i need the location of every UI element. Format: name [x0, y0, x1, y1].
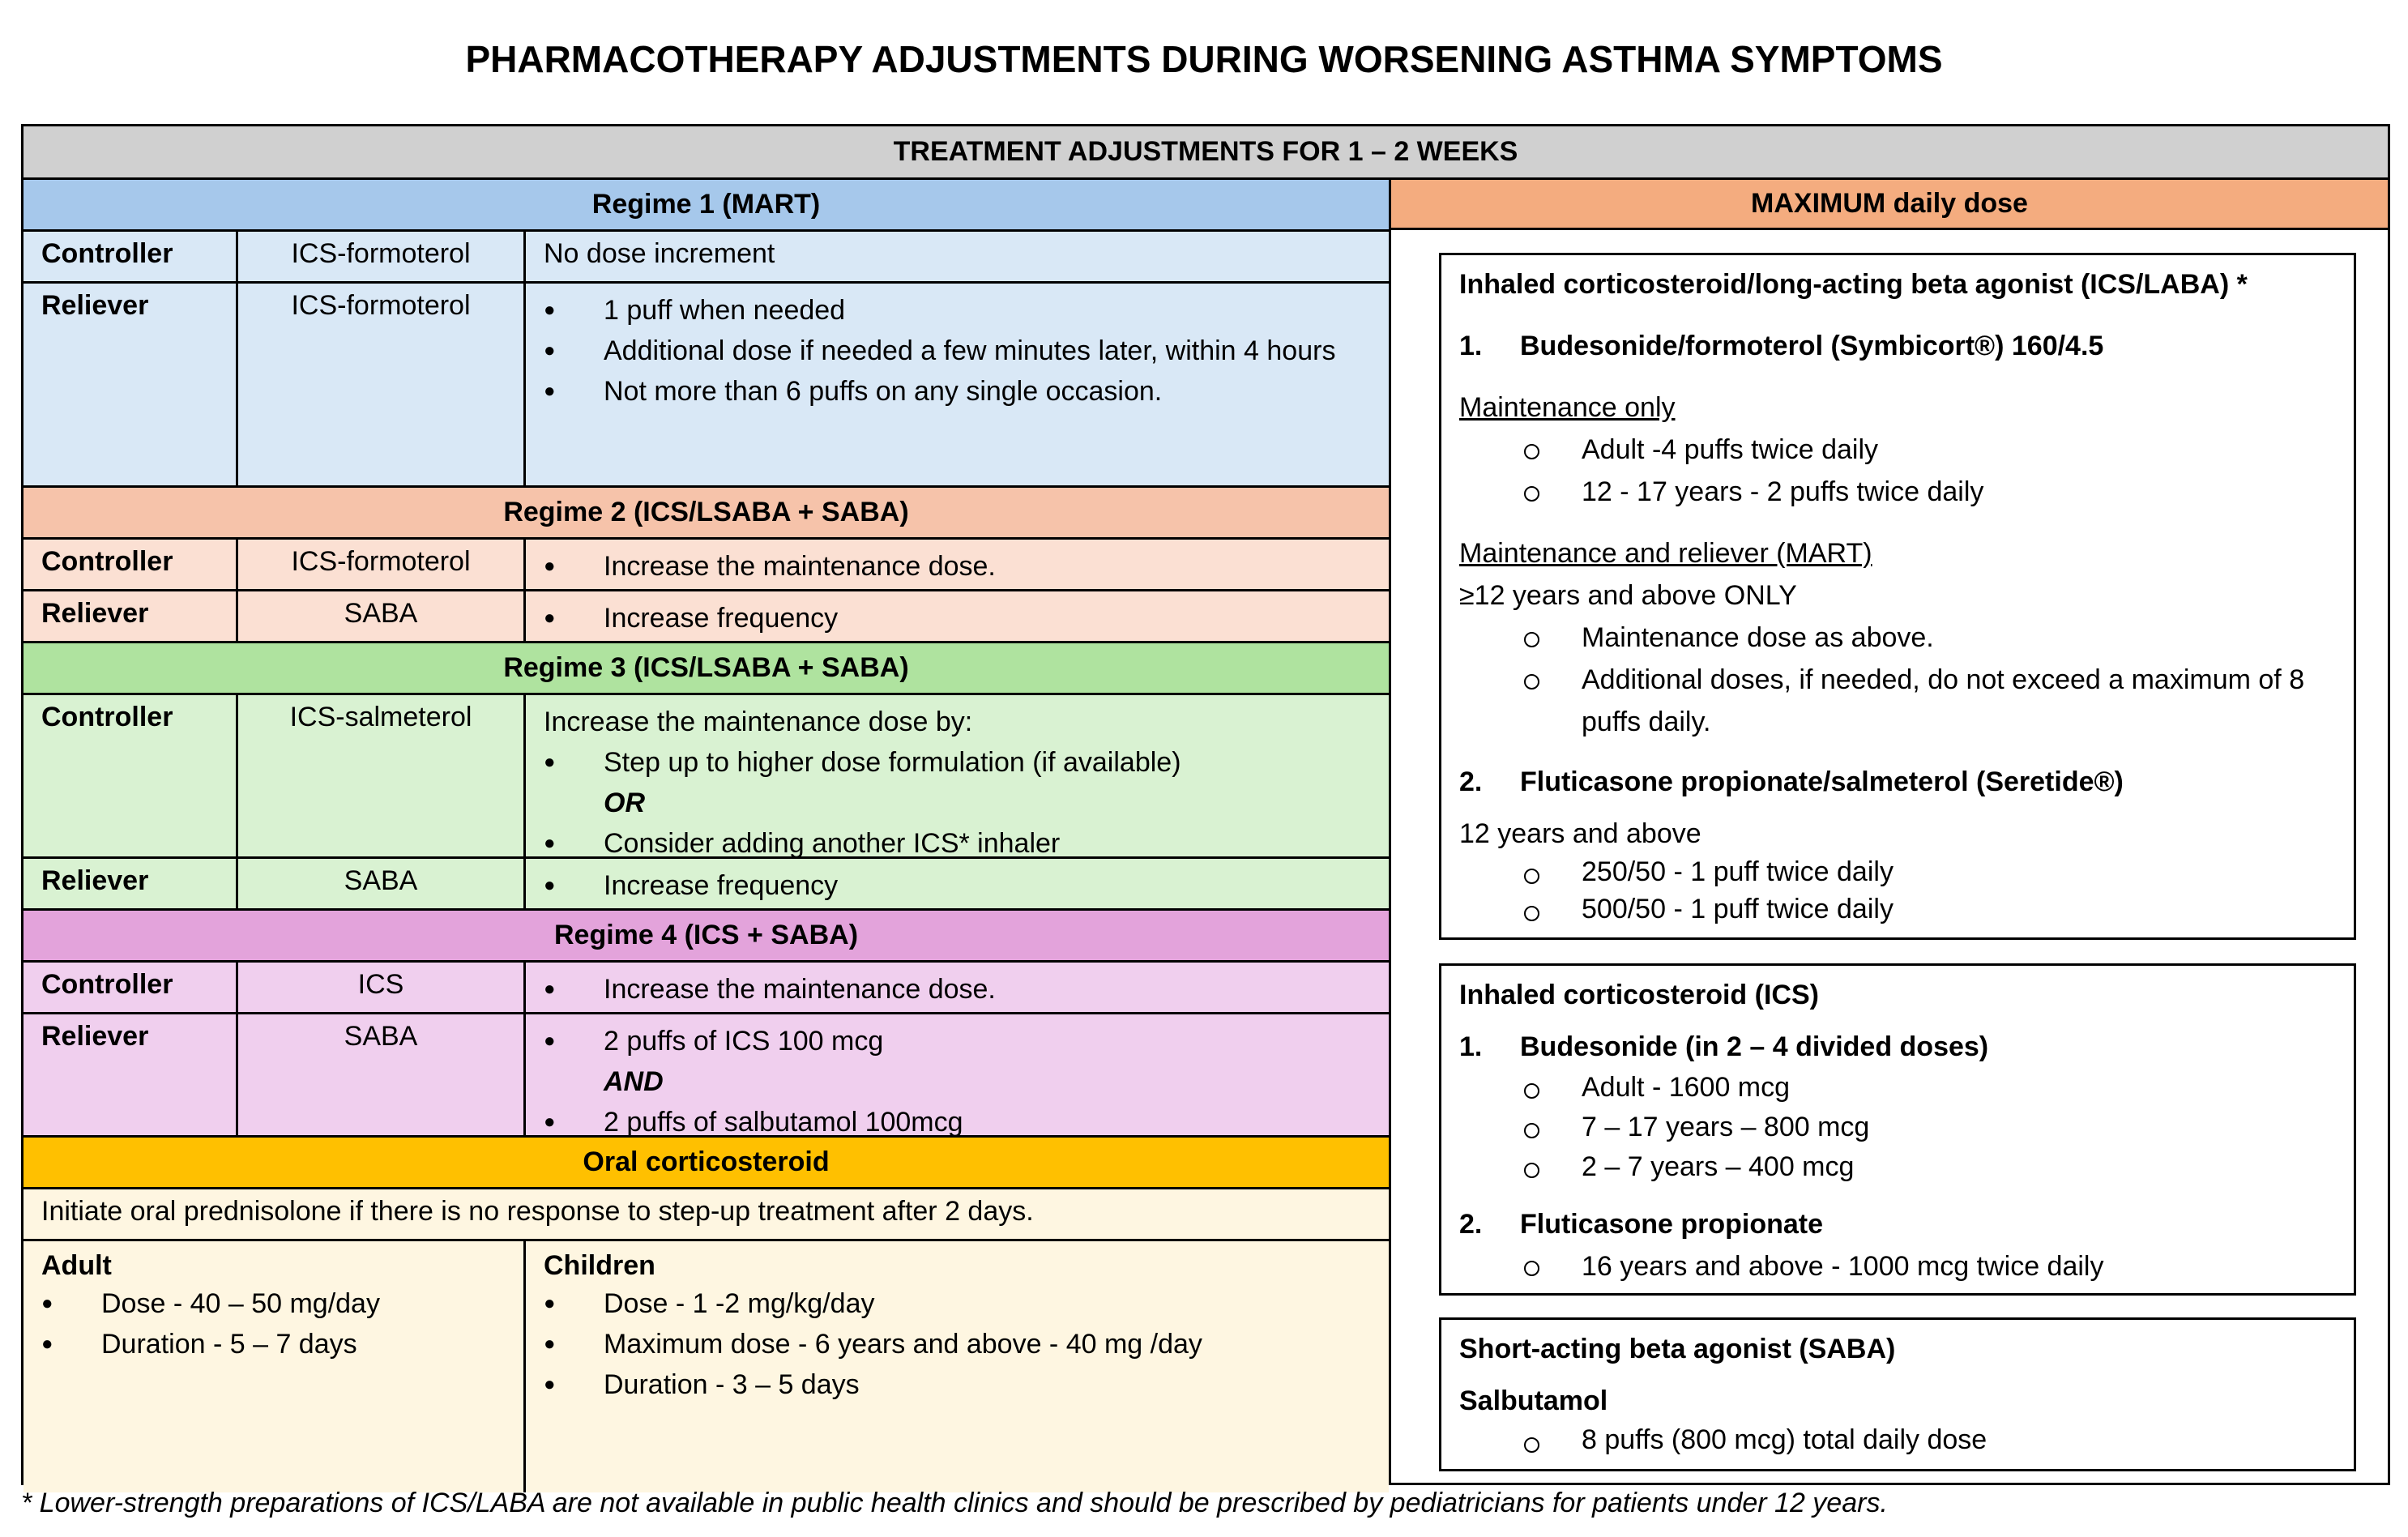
role-label: Reliever — [23, 1014, 238, 1135]
regime4-controller-row — [23, 963, 1389, 1014]
role-label: Controller — [23, 232, 238, 281]
bullet-item: ● Increase the maintenance dose. — [544, 969, 1371, 1010]
drug-item — [1459, 1203, 2336, 1245]
footnote: * Lower-strength preparations of ICS/LABA are not available in public health clinics and should be prescribed by pediatricians for patients under 12 years. — [21, 1488, 1888, 1518]
bullet-item: ● Step up to higher dose formulation (if available) — [544, 742, 1371, 783]
bullet-item: ● Not more than 6 puffs on any single occasion. — [544, 371, 1371, 412]
role-label: Controller — [23, 540, 238, 589]
children-label: Children — [544, 1250, 655, 1281]
box-title: Short-acting beta agonist (SABA) — [1459, 1334, 1896, 1364]
drug-item — [1459, 325, 2336, 367]
dose-item: 2 – 7 years – 400 mcg — [1459, 1147, 2336, 1187]
oral-dosing-row — [23, 1241, 1389, 1492]
box-title: Inhaled corticosteroid (ICS) — [1459, 980, 1819, 1010]
maximum-dose-header: MAXIMUM daily dose — [1391, 180, 2388, 230]
dose-item: 7 – 17 years – 800 mcg — [1459, 1108, 2336, 1147]
regime2-header: Regime 2 (ICS/LSABA + SABA) — [23, 488, 1389, 540]
role-label: Reliever — [23, 591, 238, 641]
item-number: 1. — [1459, 1031, 1483, 1062]
connector-or: OR — [604, 788, 645, 818]
age-note: ≥12 years and above ONLY — [1459, 580, 1797, 611]
bullet-item: ● 2 puffs of ICS 100 mcg — [544, 1021, 1371, 1061]
dose-item: Additional doses, if needed, do not exceed a maximum of 8 puffs daily. — [1459, 659, 2336, 743]
drug-label: ICS-formoterol — [238, 284, 526, 485]
dose-item: Adult -4 puffs twice daily — [1459, 429, 2336, 471]
drug-name: Budesonide (in 2 – 4 divided doses) — [1520, 1031, 1989, 1062]
dose-item: Adult - 1600 mcg — [1459, 1068, 2336, 1108]
oral-note-row — [23, 1189, 1389, 1241]
oral-note: Initiate oral prednisolone if there is no response to step-up treatment after 2 days. — [41, 1196, 1034, 1227]
saba-box — [1439, 1317, 2356, 1471]
dose-item: 500/50 - 1 puff twice daily — [1459, 890, 2336, 928]
bullet-item: ● Duration - 5 – 7 days — [41, 1324, 506, 1364]
regime4-reliever-row — [23, 1014, 1389, 1138]
regime3-controller-row — [23, 695, 1389, 859]
bullet-item: ● Dose - 40 – 50 mg/day — [41, 1283, 506, 1324]
bullet-item: ● Duration - 3 – 5 days — [544, 1364, 1371, 1405]
dose-item: 12 - 17 years - 2 puffs twice daily — [1459, 471, 2336, 513]
item-number: 2. — [1459, 1209, 1483, 1240]
role-label: Controller — [23, 963, 238, 1012]
drug-label: ICS-formoterol — [238, 232, 526, 281]
bullet-item: ● Increase frequency — [544, 865, 1371, 906]
drug-name: Salbutamol — [1459, 1385, 1608, 1416]
bullet-item: ● Additional dose if needed a few minutes later, within 4 hours — [544, 331, 1371, 371]
page-title: PHARMACOTHERAPY ADJUSTMENTS DURING WORSENING ASTHMA SYMPTOMS — [465, 38, 1943, 80]
drug-label: SABA — [238, 1014, 526, 1135]
role-label: Controller — [23, 695, 238, 856]
drug-name: Budesonide/formoterol (Symbicort®) 160/4.5 — [1520, 331, 2104, 361]
instruction-intro: Increase the maintenance dose by: — [544, 707, 973, 737]
regime1-reliever-row — [23, 284, 1389, 488]
regime1-header: Regime 1 (MART) — [23, 180, 1389, 232]
drug-item — [1459, 1026, 2336, 1068]
drug-name: Fluticasone propionate — [1520, 1209, 1824, 1240]
bullet-item: ● Increase frequency — [544, 598, 1371, 638]
bullet-item: ● 2 puffs of salbutamol 100mcg — [544, 1102, 1371, 1142]
regimes-column — [23, 180, 1389, 1483]
maximum-dose-column — [1389, 180, 2388, 1483]
instruction — [526, 284, 1389, 485]
drug-label: ICS-salmeterol — [238, 695, 526, 856]
children-dosing — [526, 1241, 1389, 1492]
bullet-item: ● Dose - 1 -2 mg/kg/day — [544, 1283, 1371, 1324]
dose-item: 8 puffs (800 mcg) total daily dose — [1459, 1422, 2336, 1458]
drug-label: ICS-formoterol — [238, 540, 526, 589]
regime2-reliever-row — [23, 591, 1389, 643]
regime3-header: Regime 3 (ICS/LSABA + SABA) — [23, 643, 1389, 695]
item-number: 1. — [1459, 331, 1483, 361]
drug-label: SABA — [238, 591, 526, 641]
ics-box — [1439, 963, 2356, 1296]
drug-label: SABA — [238, 859, 526, 908]
regime4-header: Regime 4 (ICS + SABA) — [23, 911, 1389, 963]
regime2-controller-row — [23, 540, 1389, 591]
role-label: Reliever — [23, 284, 238, 485]
section-label: Maintenance and reliever (MART) — [1459, 538, 1872, 569]
role-label: Reliever — [23, 859, 238, 908]
bullet-item: ● Increase the maintenance dose. — [544, 546, 1371, 587]
instruction: No dose increment — [544, 238, 775, 269]
bullet-item: ● Maximum dose - 6 years and above - 40 mg /day — [544, 1324, 1371, 1364]
bullet-item: ● 1 puff when needed — [544, 290, 1371, 331]
regime3-reliever-row — [23, 859, 1389, 911]
drug-item — [1459, 761, 2336, 803]
regime1-controller-row — [23, 232, 1389, 284]
dose-item: 16 years and above - 1000 mcg twice daily — [1459, 1245, 2336, 1287]
box-title: Inhaled corticosteroid/long-acting beta agonist (ICS/LABA) * — [1459, 269, 2248, 300]
adult-dosing — [23, 1241, 526, 1492]
item-number: 2. — [1459, 766, 1483, 797]
ics-laba-box — [1439, 253, 2356, 940]
dose-item: Maintenance dose as above. — [1459, 617, 2336, 659]
treatment-table — [21, 124, 2390, 1485]
dose-item: 250/50 - 1 puff twice daily — [1459, 853, 2336, 890]
connector-and: AND — [604, 1066, 664, 1097]
section-label: Maintenance only — [1459, 392, 1676, 423]
adult-label: Adult — [41, 1250, 112, 1281]
bullet-item: ● Consider adding another ICS* inhaler — [544, 823, 1371, 864]
drug-name: Fluticasone propionate/salmeterol (Seretide®) — [1520, 766, 2124, 797]
age-note: 12 years and above — [1459, 818, 1701, 849]
oral-corticosteroid-header: Oral corticosteroid — [23, 1138, 1389, 1189]
table-banner: TREATMENT ADJUSTMENTS FOR 1 – 2 WEEKS — [23, 126, 2388, 180]
drug-label: ICS — [238, 963, 526, 1012]
